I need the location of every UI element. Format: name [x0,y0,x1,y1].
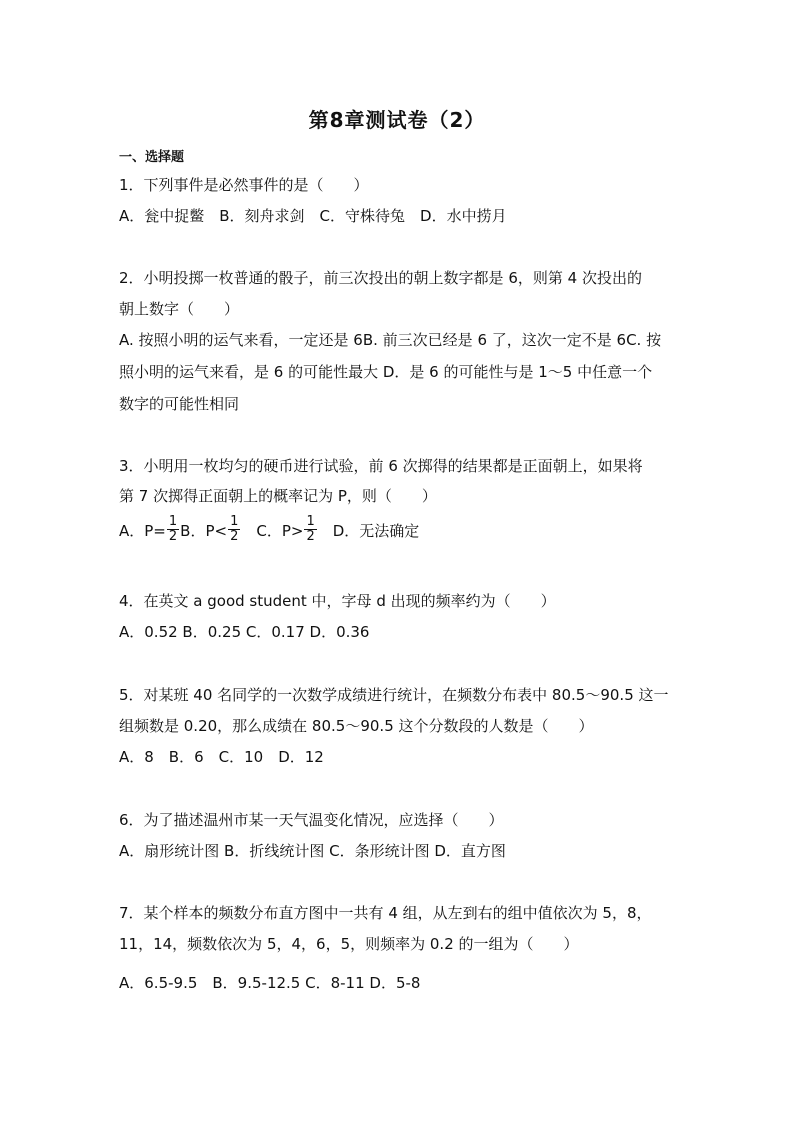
fraction-one-half [228,515,240,544]
question-7-stem-line2: 11，14，频数依次为 5，4，6，5，则频率为 0.2 的一组为（ ） [119,935,579,953]
question-4-stem: 4．在英文 a good student 中，字母 d 出现的频率约为（ ） [119,592,556,610]
question-2-stem-line2: 朝上数字（ ） [119,300,240,318]
question-1-options: A．瓮中捉鳖 B．刻舟求剑 C．守株待兔 D．水中捞月 [119,207,507,225]
question-2-options-line2: 照小明的运气来看，是 6 的可能性最大 D．是 6 的可能性与是 1～5 中任意一个 [119,363,653,381]
option-c-label: C．P> [241,522,304,540]
fraction-denominator: 2 [230,529,239,544]
option-b-label: B．P< [180,522,228,540]
question-5-options: A．8 B．6 C．10 D．12 [119,748,324,766]
question-2-options-line3: 数字的可能性相同 [119,395,240,413]
fraction-one-half [304,515,316,544]
fraction-numerator: 1 [306,514,315,529]
question-2-options-line1: A. 按照小明的运气来看，一定还是 6B. 前三次已经是 6 了，这次一定不是 6C. 按 [119,331,662,349]
section-heading: 一、选择题 [119,150,185,165]
option-d-label: D．无法确定 [317,522,420,540]
question-6-options: A．扇形统计图 B．折线统计图 C．条形统计图 D．直方图 [119,842,506,860]
question-5-stem-line1: 5．对某班 40 名同学的一次数学成绩进行统计，在频数分布表中 80.5～90.5 这一 [119,686,669,704]
question-6-stem: 6．为了描述温州市某一天气温变化情况，应选择（ ） [119,811,504,829]
option-a-label: A．P= [119,522,166,540]
fraction-numerator: 1 [230,514,239,529]
fraction-numerator: 1 [168,514,178,529]
page-title: 第8章测试卷（2） [308,108,486,132]
question-4-options: A．0.52 B．0.25 C．0.17 D．0.36 [119,623,370,641]
fraction-denominator: 2 [168,529,178,544]
fraction-one-half [167,515,179,544]
question-3-stem-line2: 第 7 次掷得正面朝上的概率记为 P，则（ ） [119,487,437,505]
question-5-stem-line2: 组频数是 0.20，那么成绩在 80.5～90.5 这个分数段的人数是（ ） [119,717,594,735]
question-3-options [119,514,420,546]
question-7-stem-line1: 7．某个样本的频数分布直方图中一共有 4 组，从左到右的组中值依次为 5，8， [119,904,652,922]
question-2-stem-line1: 2．小明投掷一枚普通的骰子，前三次投出的朝上数字都是 6，则第 4 次投出的 [119,269,642,287]
fraction-denominator: 2 [306,529,315,544]
question-1-stem: 1．下列事件是必然事件的是（ ） [119,176,369,194]
question-3-stem-line1: 3．小明用一枚均匀的硬币进行试验，前 6 次掷得的结果都是正面朝上，如果将 [119,457,643,475]
question-7-options: A．6.5-9.5 B．9.5-12.5 C．8-11 D．5-8 [119,974,421,992]
